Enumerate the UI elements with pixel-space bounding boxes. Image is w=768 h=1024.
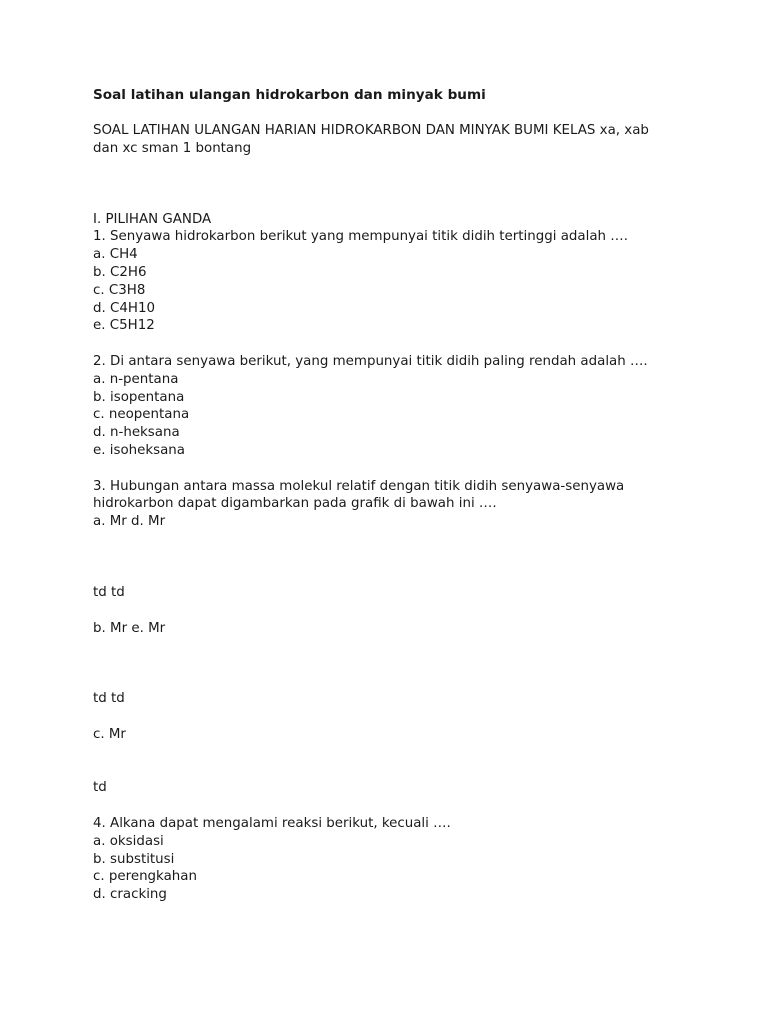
question-text: 4. Alkana dapat mengalami reaksi berikut, kecuali …. bbox=[93, 815, 451, 831]
answer-option: a. Mr d. Mr bbox=[93, 514, 166, 530]
document-subtitle: SOAL LATIHAN ULANGAN HARIAN HIDROKARBON DAN MINYAK BUMI KELAS xa, xab dan xc sman 1 bontang bbox=[93, 123, 649, 156]
answer-option: b. isopentana bbox=[93, 389, 185, 405]
answer-option: e. C5H12 bbox=[93, 318, 155, 334]
answer-option: a. CH4 bbox=[93, 247, 138, 263]
answer-option: a. n-pentana bbox=[93, 371, 179, 387]
answer-option: b. substitusi bbox=[93, 851, 175, 867]
question-3 bbox=[93, 478, 673, 798]
answer-option: e. isoheksana bbox=[93, 442, 185, 458]
answer-option: c. C3H8 bbox=[93, 282, 146, 298]
question-4 bbox=[93, 815, 673, 904]
answer-option: b. Mr e. Mr bbox=[93, 620, 166, 636]
question-text: 2. Di antara senyawa berikut, yang mempunyai titik didih paling rendah adalah …. bbox=[93, 353, 648, 369]
graph-axis-label: td bbox=[93, 780, 107, 796]
question-text: 3. Hubungan antara massa molekul relatif dengan titik didih senyawa-senyawa hidrokarbon dapat digambarkan pada grafik di bawah ini …. bbox=[93, 478, 629, 512]
document-title: Soal latihan ulangan hidrokarbon dan minyak bumi bbox=[93, 87, 486, 103]
answer-option: d. cracking bbox=[93, 887, 167, 903]
answer-option: d. n-heksana bbox=[93, 425, 180, 441]
question-1 bbox=[93, 228, 673, 335]
section-heading: I. PILIHAN GANDA bbox=[93, 211, 212, 227]
graph-axis-label: td td bbox=[93, 691, 125, 707]
graph-axis-label: td td bbox=[93, 584, 125, 600]
question-2 bbox=[93, 353, 673, 460]
question-text: 1. Senyawa hidrokarbon berikut yang mempunyai titik didih tertinggi adalah …. bbox=[93, 229, 628, 245]
answer-option: a. oksidasi bbox=[93, 833, 164, 849]
answer-option: c. Mr bbox=[93, 726, 126, 742]
answer-option: d. C4H10 bbox=[93, 300, 155, 316]
document-page bbox=[93, 85, 673, 904]
answer-option: c. neopentana bbox=[93, 407, 190, 423]
answer-option: b. C2H6 bbox=[93, 264, 147, 280]
answer-option: c. perengkahan bbox=[93, 869, 197, 885]
